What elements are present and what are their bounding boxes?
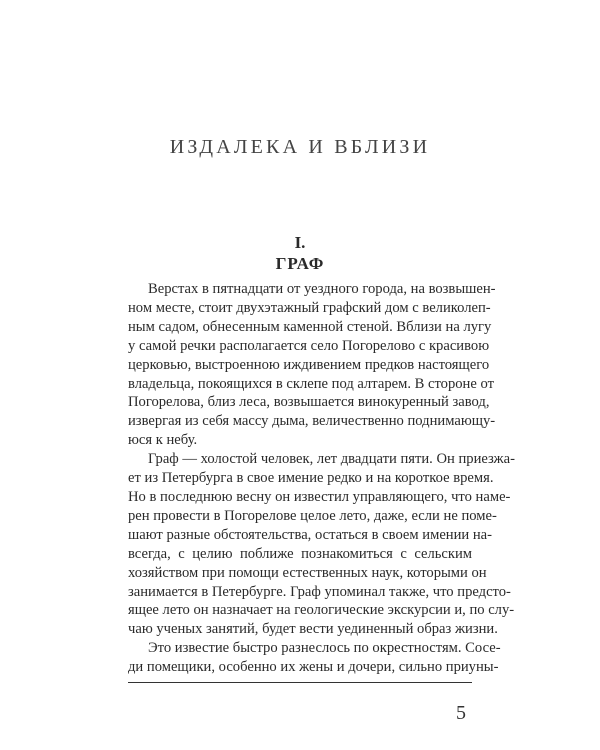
paragraph: [128, 280, 496, 450]
text-line: извергая из себя массу дыма, величественно поднимающу-: [128, 413, 496, 430]
text-line: Граф — холостой человек, лет двадцати пяти. Он приезжа-: [148, 451, 515, 468]
footer-rule: [128, 682, 472, 683]
text-line: Но в последнюю весну он известил управляющего, что наме-: [128, 488, 511, 505]
text-line: владельца, покоящихся в склепе под алтарем. В стороне от: [128, 375, 494, 392]
text-line: ном месте, стоит двухэтажный графский дом с великолеп-: [128, 299, 491, 316]
body-text: [128, 280, 515, 677]
paragraph: [128, 450, 515, 639]
text-line: у самой речки располагается село Погорелово с красивою: [128, 337, 490, 354]
text-line: чаю ученых занятий, будет вести уединенный образ жизни.: [128, 621, 498, 638]
text-line: Это известие быстро разнеслось по окрестностям. Сосе-: [148, 640, 501, 657]
text-line: хозяйством при помощи естественных наук, которыми он: [128, 564, 487, 581]
page-number: 5: [456, 702, 466, 724]
text-line: рен провести в Погорелове целое лето, даже, если не поме-: [128, 507, 497, 524]
paragraph: [128, 639, 501, 677]
text-line: Погорелова, близ леса, возвышается винокуренный завод,: [128, 394, 490, 411]
text-line: шают разные обстоятельства, остаться в своем имении на-: [128, 526, 493, 543]
text-line: церковью, выстроенною иждивением предков настоящего: [128, 356, 490, 373]
text-line: ным садом, обнесенным каменной стеной. Вблизи на лугу: [128, 318, 492, 335]
running-head: ИЗДАЛЕКА И ВБЛИЗИ: [169, 136, 431, 158]
text-line: занимается в Петербурге. Граф упоминал также, что предсто-: [128, 583, 511, 600]
text-line: всегда, с целию поближе познакомиться с сельским: [128, 545, 472, 562]
chapter-title: ГРАФ: [275, 254, 325, 273]
text-line: юся к небу.: [128, 432, 198, 449]
text-line: ет из Петербурга в свое имение редко и на короткое время.: [128, 470, 494, 487]
text-line: ди помещики, особенно их жены и дочери, сильно приуны-: [128, 659, 499, 676]
text-line: Верстах в пятнадцати от уездного города, на возвышен-: [148, 281, 496, 297]
chapter-number: I.: [294, 233, 306, 252]
text-line: ящее лето он назначает на геологические экскурсии и, по слу-: [128, 602, 515, 619]
